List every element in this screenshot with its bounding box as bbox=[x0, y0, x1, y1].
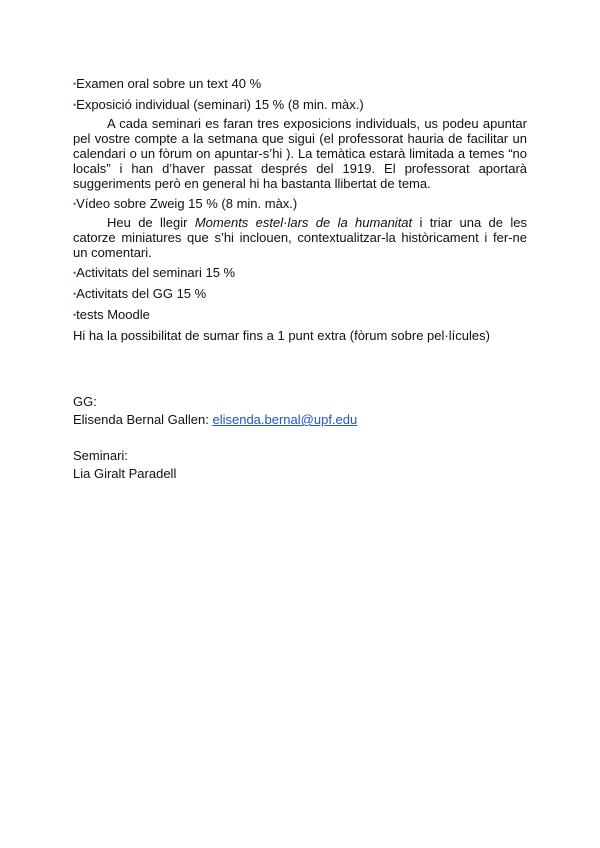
gg-name: Elisenda Bernal Gallen: bbox=[73, 412, 213, 427]
bullet-icon: • bbox=[73, 79, 77, 89]
list-item-tests bbox=[73, 307, 527, 323]
paragraph-text: A cada seminari es faran tres exposicions individuals, us podeu apuntar pel vostre compte a la setmana que sigui (el professorat hauria de facilitar un calendari o un fòrum on apuntar-s’hi ). La temàtica estarà limitada a temes “no locals” i han d’haver passat després del 1919. El professorat aportarà suggeriments però en general hi ha bastanta llibertat de tema. bbox=[73, 116, 527, 191]
seminari-name: Lia Giralt Paradell bbox=[73, 466, 177, 481]
list-item-activitats-seminari bbox=[73, 265, 527, 281]
seminari-label: Seminari: bbox=[73, 448, 128, 463]
paragraph-text-before: Heu de llegir bbox=[107, 215, 195, 230]
paragraph-exposicions bbox=[73, 116, 527, 191]
list-item-text: Activitats del GG 15 % bbox=[76, 286, 207, 301]
list-item-text: Examen oral sobre un text 40 % bbox=[76, 76, 262, 91]
email-link[interactable]: elisenda.bernal@upf.edu bbox=[212, 412, 358, 427]
book-title: Moments estel·lars de la humanitat bbox=[194, 215, 413, 230]
list-item-text: tests Moodle bbox=[76, 307, 150, 322]
extra-points-note: Hi ha la possibilitat de sumar fins a 1 punt extra (fòrum sobre pel·lícules) bbox=[73, 328, 490, 343]
list-item-text: Activitats del seminari 15 % bbox=[76, 265, 236, 280]
list-item-video bbox=[73, 196, 527, 212]
list-item-examen bbox=[73, 76, 527, 92]
list-item-activitats-gg bbox=[73, 286, 527, 302]
list-item-text: Exposició individual (seminari) 15 % (8 min. màx.) bbox=[76, 97, 364, 112]
document-body bbox=[73, 76, 527, 481]
spacer bbox=[73, 427, 527, 445]
paragraph-lectura bbox=[73, 215, 527, 260]
bullet-icon: • bbox=[73, 310, 77, 320]
gg-label: GG: bbox=[73, 394, 97, 409]
bullet-icon: • bbox=[73, 199, 77, 209]
bullet-icon: • bbox=[73, 268, 77, 278]
gg-contact bbox=[73, 412, 527, 427]
bullet-icon: • bbox=[73, 289, 77, 299]
list-item-exposicio bbox=[73, 97, 527, 113]
paragraph-text-after: i triar una de les catorze miniatures que s’hi inclouen, contextualitzar-la històricament i fer-ne un comentari. bbox=[73, 215, 527, 260]
bullet-icon: • bbox=[73, 100, 77, 110]
list-item-text: Vídeo sobre Zweig 15 % (8 min. màx.) bbox=[76, 196, 298, 211]
spacer bbox=[73, 343, 527, 381]
